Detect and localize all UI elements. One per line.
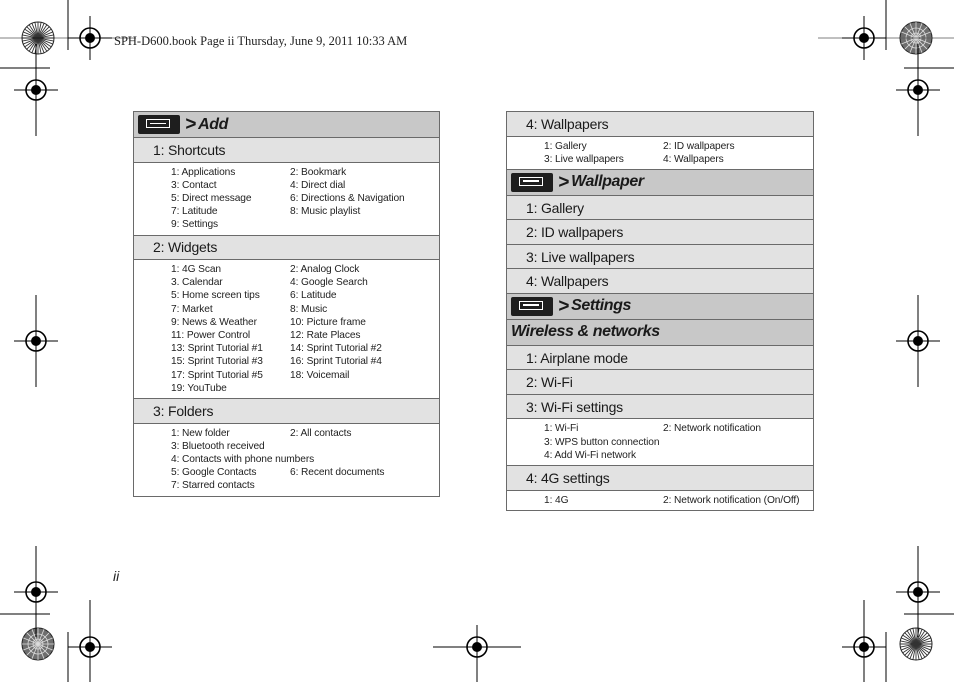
wallpapers-item: 4: Wallpapers	[507, 112, 813, 137]
list-item: 3. Calendar	[171, 277, 223, 289]
list-item: 5: Home screen tips	[171, 290, 260, 302]
list-item: 6: Latitude	[290, 290, 337, 302]
add-title-row	[134, 112, 439, 138]
list-item: 4: Contacts with phone numbers	[171, 453, 315, 465]
wallpaper-title-row	[507, 170, 813, 196]
book-header: SPH-D600.book Page ii Thursday, June 9, 2011 10:33 AM	[114, 34, 408, 48]
settings-title: Settings	[571, 297, 632, 315]
list-item: 8: Music	[290, 303, 328, 315]
list-item: 5: Google Contacts	[171, 467, 257, 479]
wifi-settings-item: 3: Wi-Fi settings	[507, 395, 813, 420]
list-item: 12: Rate Places	[290, 330, 361, 342]
list-item: 18: Voicemail	[290, 369, 350, 381]
list-item: 10: Picture frame	[290, 316, 366, 328]
list-item: 2: Bookmark	[290, 166, 347, 178]
list-item: 4: Direct dial	[290, 179, 346, 191]
list-item: 19: YouTube	[171, 382, 227, 394]
folders-item: 3: Folders	[134, 399, 439, 424]
list-item: 4: Google Search	[290, 277, 368, 289]
list-item: 5: Direct message	[171, 192, 252, 204]
list-item: 9: News & Weather	[171, 316, 257, 328]
list-item: 13: Sprint Tutorial #1	[171, 343, 263, 355]
list-item: 3: Bluetooth received	[171, 440, 265, 452]
list-item: 1: Applications	[171, 166, 236, 178]
menu-key-icon	[138, 115, 180, 134]
list-item: 3: Live wallpapers	[544, 153, 624, 165]
wifi-settings-submenu	[507, 419, 813, 466]
wallpaper-wallpapers-item: 4: Wallpapers	[507, 269, 813, 294]
shortcuts-submenu	[134, 163, 439, 236]
list-item: 3: Contact	[171, 179, 217, 191]
settings-title-row	[507, 294, 813, 320]
list-item: 3: WPS button connection	[544, 436, 660, 448]
list-item: 15: Sprint Tutorial #3	[171, 356, 263, 368]
wallpaper-title: Wallpaper	[571, 173, 644, 191]
list-item: 14: Sprint Tutorial #2	[290, 343, 382, 355]
list-item: 2: ID wallpapers	[663, 140, 735, 152]
page-number: ii	[113, 568, 120, 584]
list-item: 1: 4G	[544, 494, 569, 506]
list-item: 7: Market	[171, 303, 213, 315]
4g-settings-submenu	[507, 491, 813, 510]
folders-submenu	[134, 424, 439, 496]
list-item: 7: Starred contacts	[171, 480, 255, 492]
list-item: 2: Network notification	[663, 423, 761, 435]
path-separator: >	[558, 171, 570, 193]
list-item: 17: Sprint Tutorial #5	[171, 369, 263, 381]
airplane-mode-item: 1: Airplane mode	[507, 346, 813, 371]
list-item: 1: 4G Scan	[171, 264, 221, 276]
list-item: 6: Directions & Navigation	[290, 192, 405, 204]
widgets-item: 2: Widgets	[134, 236, 439, 261]
add-menu-table	[133, 111, 440, 497]
list-item: 16: Sprint Tutorial #4	[290, 356, 382, 368]
wireless-networks-heading: Wireless & networks	[507, 320, 813, 346]
wifi-item: 2: Wi-Fi	[507, 370, 813, 395]
list-item: 2: Network notification (On/Off)	[663, 494, 800, 506]
menu-key-icon	[511, 173, 553, 192]
wallpapers-submenu	[507, 137, 813, 170]
list-item: 4: Add Wi-Fi network	[544, 449, 636, 461]
list-item: 6: Recent documents	[290, 467, 385, 479]
list-item: 1: New folder	[171, 427, 230, 439]
wallpaper-id-item: 2: ID wallpapers	[507, 220, 813, 245]
list-item: 9: Settings	[171, 219, 219, 231]
list-item: 8: Music playlist	[290, 206, 361, 218]
4g-settings-item: 4: 4G settings	[507, 466, 813, 491]
list-item: 1: Wi-Fi	[544, 423, 579, 435]
star-target-bottom-right	[900, 628, 932, 660]
shortcuts-item: 1: Shortcuts	[134, 138, 439, 163]
wallpaper-settings-table	[506, 111, 814, 511]
list-item: 7: Latitude	[171, 206, 218, 218]
list-item: 4: Wallpapers	[663, 153, 724, 165]
add-title: Add	[198, 115, 229, 133]
star-target-bottom-left	[22, 628, 54, 660]
path-separator: >	[558, 295, 570, 317]
list-item: 2: Analog Clock	[290, 264, 360, 276]
list-item: 11: Power Control	[171, 330, 251, 342]
menu-key-icon	[511, 297, 553, 316]
list-item: 2: All contacts	[290, 427, 352, 439]
wallpaper-gallery-item: 1: Gallery	[507, 196, 813, 221]
wallpaper-live-item: 3: Live wallpapers	[507, 245, 813, 270]
widgets-submenu	[134, 260, 439, 399]
path-separator: >	[185, 114, 197, 135]
list-item: 1: Gallery	[544, 140, 587, 152]
